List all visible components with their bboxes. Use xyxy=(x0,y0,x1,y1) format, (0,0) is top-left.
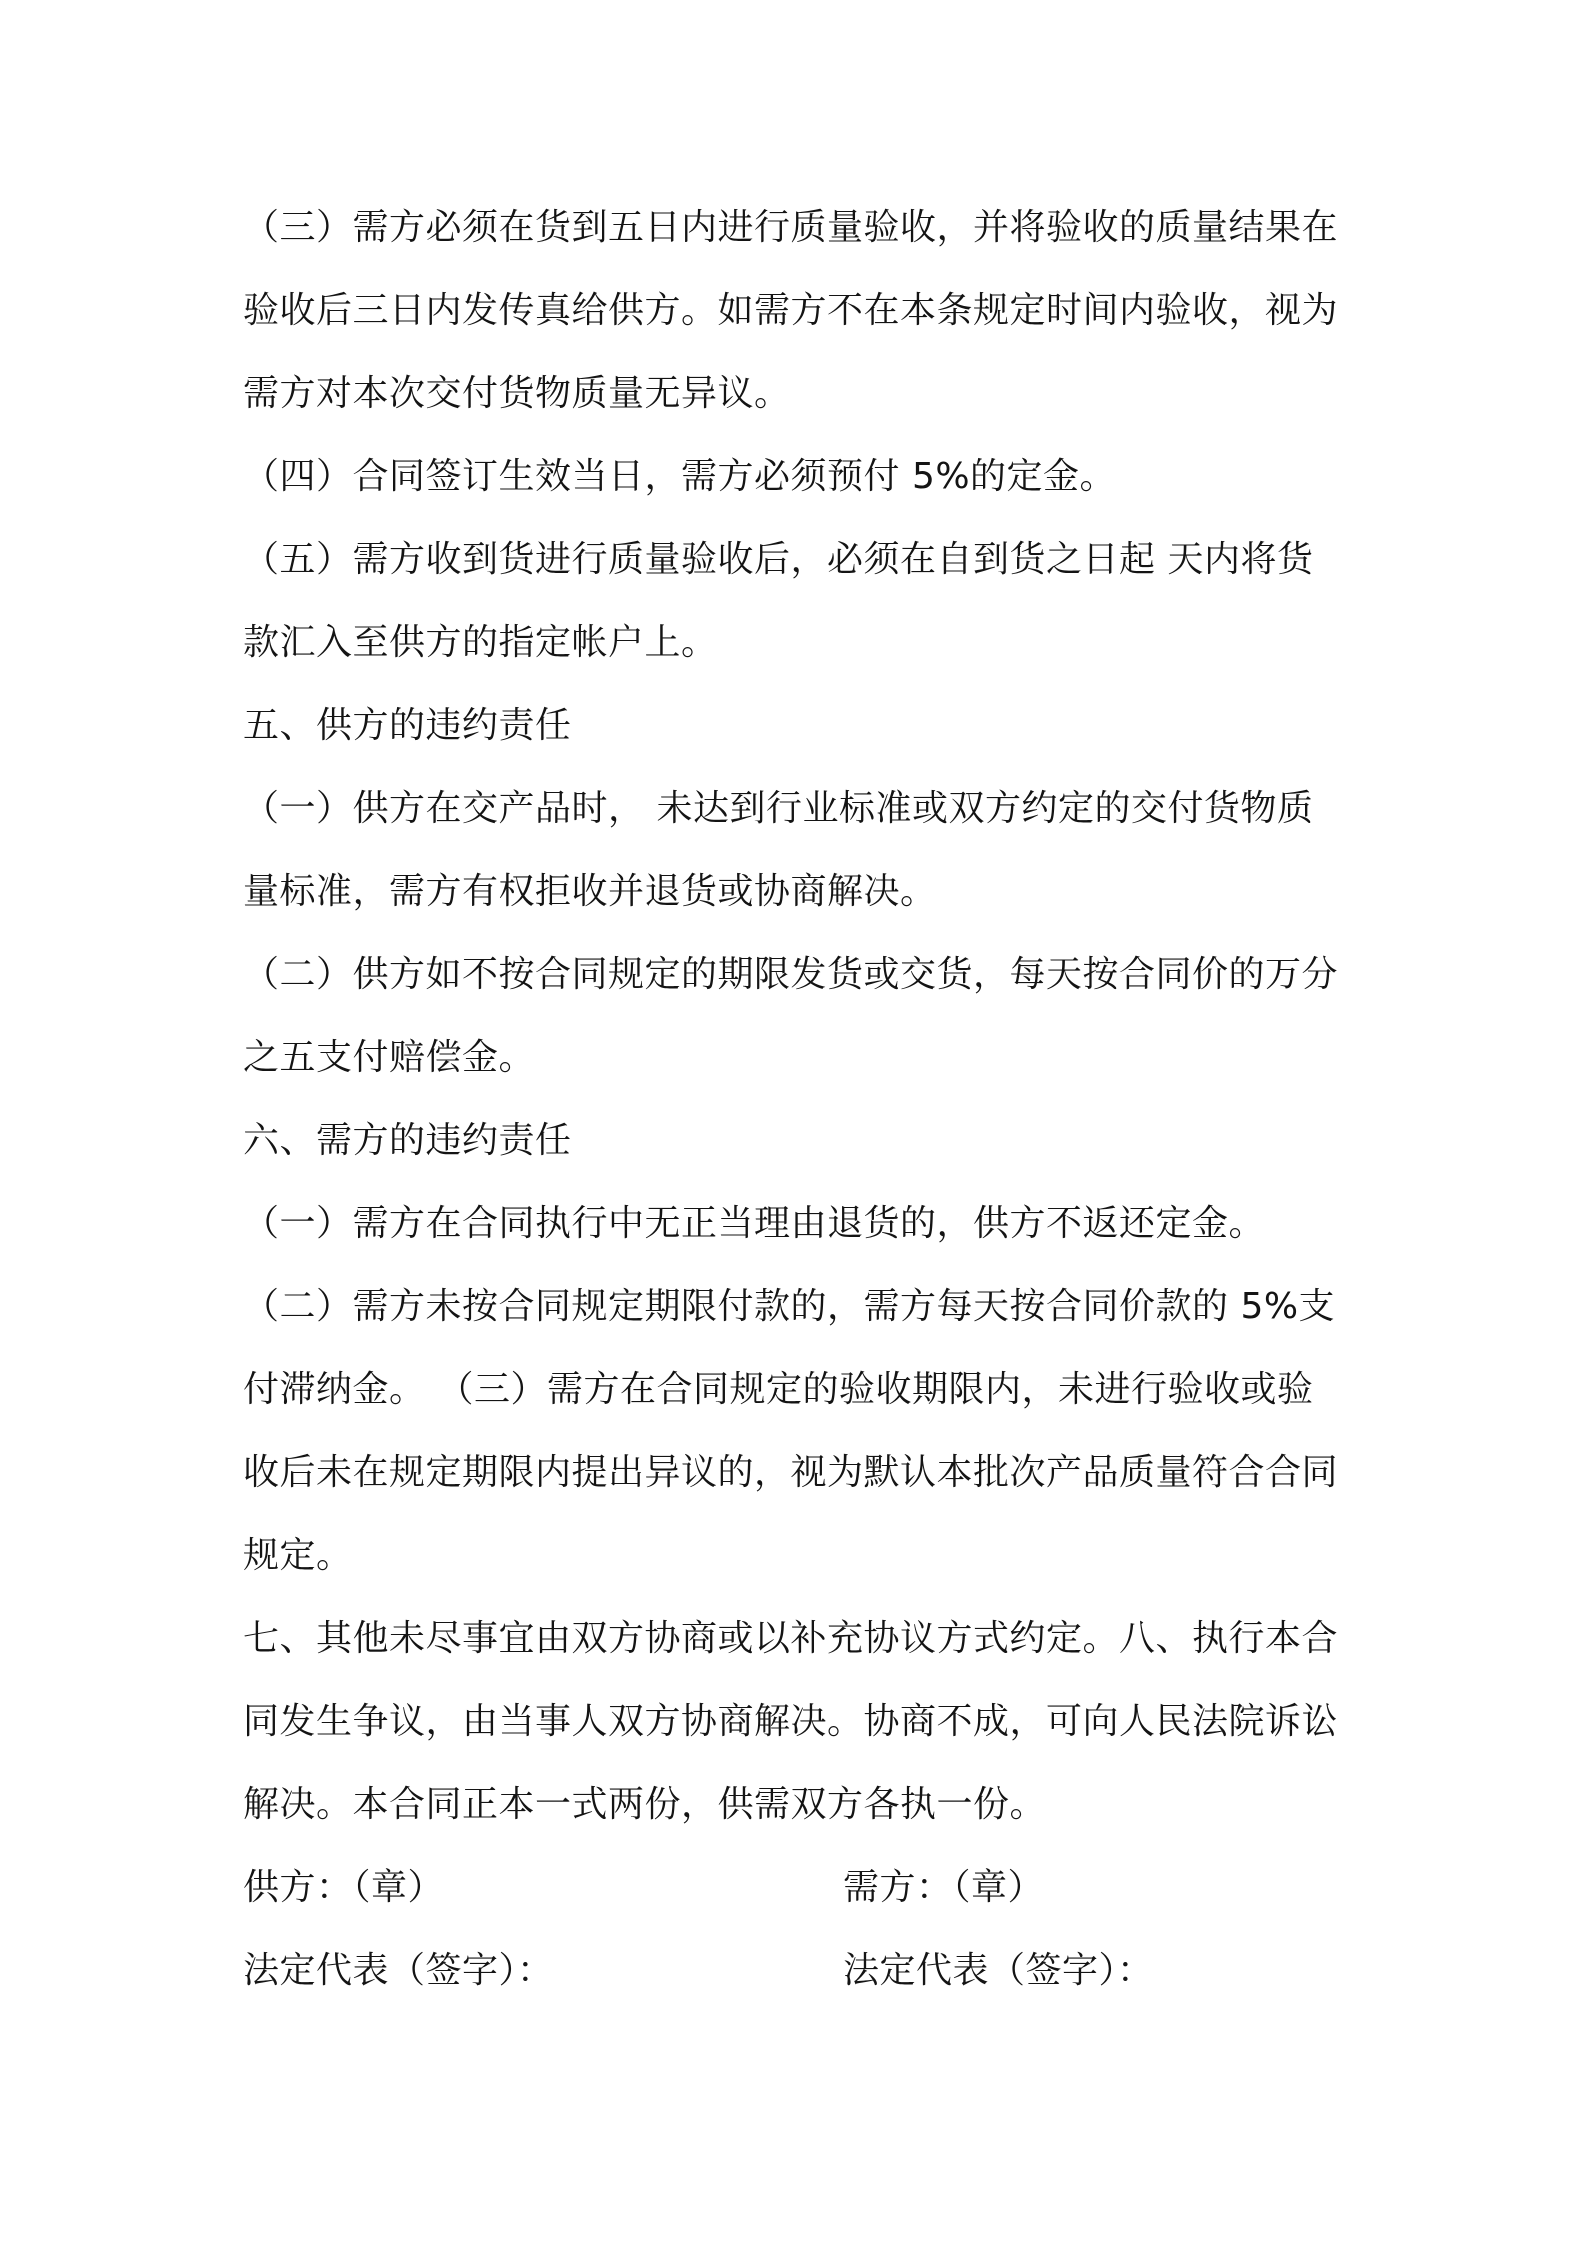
clause-4-3-line-2: 验收后三日内发传真给供方。如需方不在本条规定时间内验收，视为 xyxy=(243,290,1339,331)
clause-5-1-line-1: （一）供方在交产品时， 未达到行业标准或双方约定的交付货物质 xyxy=(243,788,1314,829)
section-8-line-3: 解决。本合同正本一式两份，供需双方各执一份。 xyxy=(243,1784,1047,1825)
clause-4-5-line-1: （五）需方收到货进行质量验收后，必须在自到货之日起 天内将货 xyxy=(243,539,1314,580)
clause-6-3-line-3: 规定。 xyxy=(243,1535,353,1576)
clause-5-2-line-2: 之五支付赔偿金。 xyxy=(243,1037,536,1078)
section-7-line-1: 七、其他未尽事宜由双方协商或以补充协议方式约定。八、执行本合 xyxy=(243,1618,1339,1659)
clause-4-4: （四）合同签订生效当日，需方必须预付 5%的定金。 xyxy=(243,456,1117,497)
clause-6-2-line-1: （二）需方未按合同规定期限付款的，需方每天按合同价款的 5%支 xyxy=(243,1286,1336,1327)
section-8-line-2: 同发生争议，由当事人双方协商解决。协商不成，可向人民法院诉讼 xyxy=(243,1701,1339,1742)
supplier-seal-label: 供方：（章） xyxy=(243,1867,445,1908)
clause-4-3-line-3: 需方对本次交付货物质量无异议。 xyxy=(243,373,791,414)
clause-6-3-line-2: 收后未在规定期限内提出异议的，视为默认本批次产品质量符合合同 xyxy=(243,1452,1339,1493)
clause-6-1: （一）需方在合同执行中无正当理由退货的，供方不返还定金。 xyxy=(243,1203,1266,1244)
clause-4-3-line-1: （三）需方必须在货到五日内进行质量验收，并将验收的质量结果在 xyxy=(243,207,1339,248)
clause-4-5-line-2: 款汇入至供方的指定帐户上。 xyxy=(243,622,718,663)
clause-5-2-line-1: （二）供方如不按合同规定的期限发货或交货，每天按合同价的万分 xyxy=(243,954,1339,995)
supplier-representative-label: 法定代表（签字）： xyxy=(243,1950,554,1991)
clause-6-2-line-2: 付滞纳金。 （三）需方在合同规定的验收期限内，未进行验收或验 xyxy=(243,1369,1314,1410)
section-6-heading: 六、需方的违约责任 xyxy=(243,1120,572,1161)
buyer-representative-label: 法定代表（签字）： xyxy=(843,1950,1154,1991)
section-5-heading: 五、供方的违约责任 xyxy=(243,705,572,746)
buyer-seal-label: 需方：（章） xyxy=(843,1867,1045,1908)
clause-5-1-line-2: 量标准，需方有权拒收并退货或协商解决。 xyxy=(243,871,937,912)
